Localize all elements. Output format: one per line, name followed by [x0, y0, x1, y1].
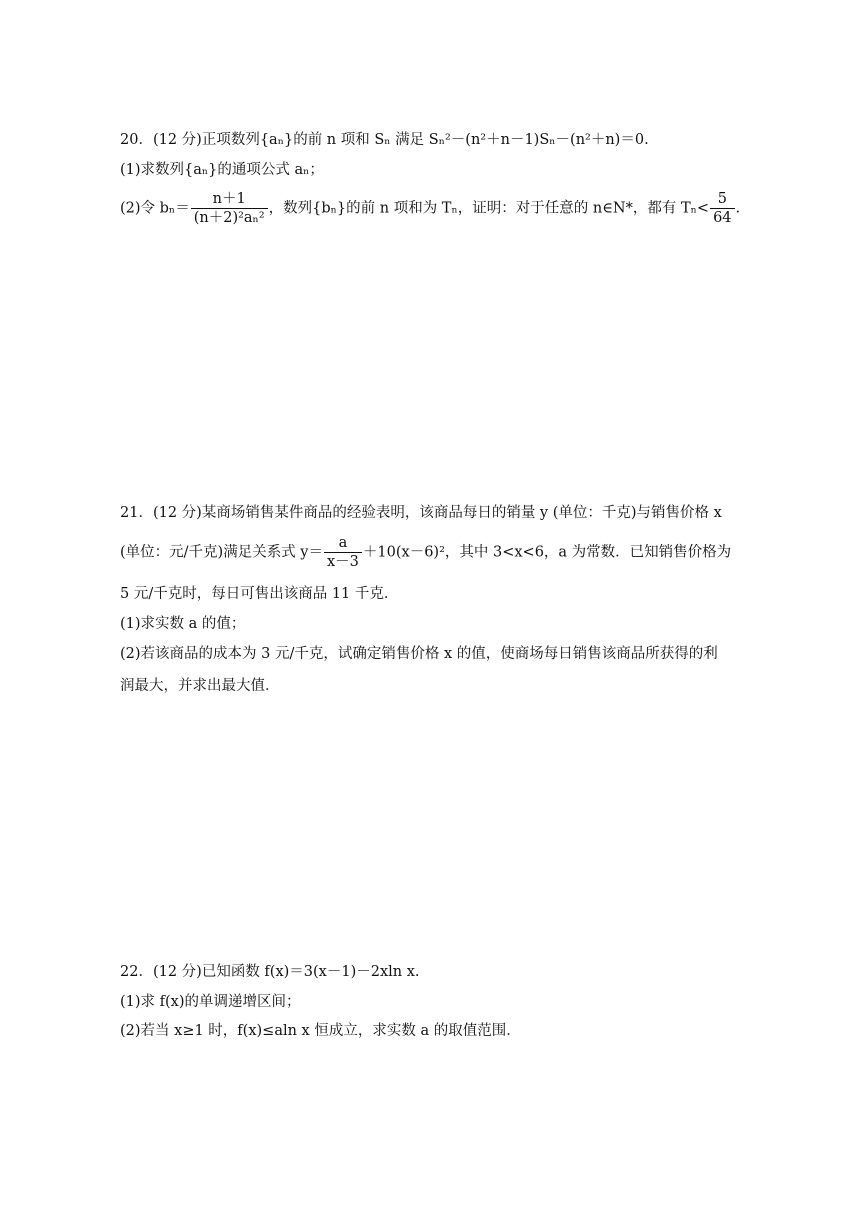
- problem-21-part2-line2: [120, 676, 280, 696]
- problem-21-line3-text: 5 元/千克时，每日可售出该商品 11 千克．: [120, 586, 399, 602]
- fraction-denominator: 64: [710, 208, 734, 227]
- problem-22-part2: [120, 1021, 521, 1041]
- fraction-numerator: 5: [717, 191, 727, 207]
- fraction-denominator: x－3: [324, 552, 362, 571]
- problem-20-part2: [120, 190, 740, 227]
- fraction-numerator: a: [338, 535, 348, 551]
- problem-21-line1-text: 21．(12 分)某商场销售某件商品的经验表明，该商品每日的销量 y (单位：千克)与销售价格 x: [120, 505, 722, 521]
- problem-21-part1-text: (1)求实数 a 的值；: [120, 616, 246, 632]
- problem-21-line1: [120, 503, 722, 523]
- problem-21-part2-line1-text: (2)若该商品的成本为 3 元/千克，试确定销售价格 x 的值，使商场每日销售该商品所获得的利: [120, 646, 718, 662]
- problem-21-part1: [120, 614, 245, 634]
- problem-22-part1-text: (1)求 f(x)的单调递增区间；: [120, 994, 301, 1010]
- problem-21-line2-suffix: ＋10(x－6)²，其中 3<x<6，a 为常数．已知销售价格为: [362, 544, 732, 561]
- problem-20-part1: [120, 160, 324, 180]
- fraction-denominator: (n＋2)²aₙ²: [191, 208, 268, 227]
- problem-20-part1-text: (1)求数列{aₙ}的通项公式 aₙ；: [120, 162, 324, 178]
- problem-21-part2-line2-text: 润最大，并求出最大值．: [120, 678, 280, 694]
- problem-22-part2-text: (2)若当 x≥1 时，f(x)≤aln x 恒成立，求实数 a 的取值范围．: [120, 1023, 521, 1039]
- problem-21-part2-line1: [120, 644, 718, 664]
- problem-21-fraction: [324, 534, 362, 571]
- problem-21-line2: [120, 534, 731, 571]
- problem-22-intro: [120, 962, 420, 982]
- problem-20-part2-prefix: (2)令 bₙ＝: [120, 200, 190, 217]
- problem-20-intro: [120, 130, 649, 150]
- problem-21-line3: [120, 584, 398, 604]
- problem-20-part2-suffix: ，数列{bₙ}的前 n 项和为 Tₙ，证明：对于任意的 n∈N*，都有 Tₙ<: [268, 200, 710, 217]
- problem-20-intro-text: 20．(12 分)正项数列{aₙ}的前 n 项和 Sₙ 满足 Sₙ²－(n²＋n－1)Sₙ－(n²＋n)＝0.: [120, 132, 649, 148]
- problem-20-bn-fraction: [191, 190, 268, 227]
- problem-22-intro-text: 22．(12 分)已知函数 f(x)＝3(x－1)－2xln x.: [120, 964, 420, 980]
- fraction-numerator: n＋1: [212, 191, 246, 207]
- problem-22-part1: [120, 992, 301, 1012]
- problem-21-line2-prefix: (单位：元/千克)满足关系式 y＝: [120, 544, 323, 561]
- problem-20-bound-fraction: [710, 190, 734, 227]
- period: .: [735, 200, 741, 217]
